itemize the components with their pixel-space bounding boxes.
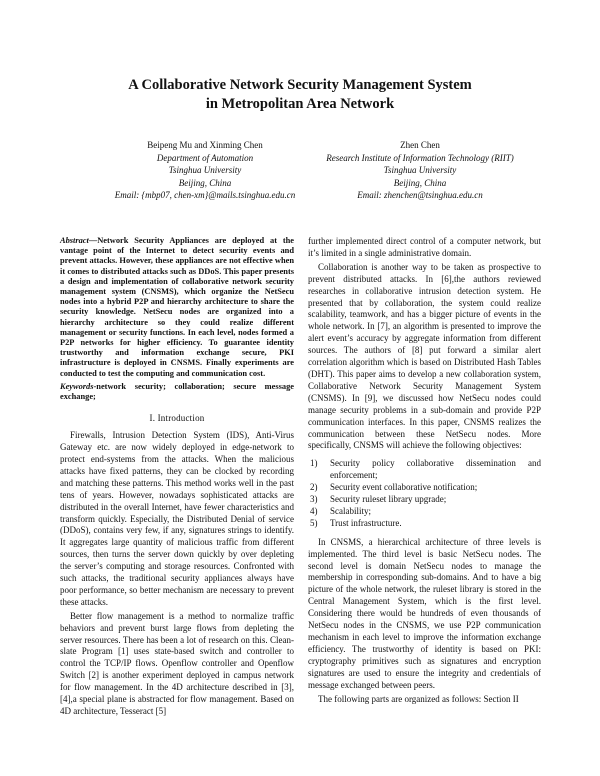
list-number: 2) <box>310 482 318 493</box>
architecture-paragraph: In CNSMS, a hierarchical architecture of three levels is implemented. The third level is basic NetSecu nodes. The second level is domain NetSecu nodes to manage the membership in corresponding sub-domains. And to have a big picture of the whole network, the ruleset library is stored in the Central Management System, which is the first level. Considering there would be hundreds of even thousands of NetSecu nodes in the CNSMS, we use P2P communication mechanism in each level to improve the information exchange efficiency. The trustworthy of identity is based on PKI: cryptography primitives such as signatures and encryption signatures are used to ensure the integrity and credentials of message exchanged between peers. <box>308 536 541 690</box>
list-number: 4) <box>310 505 318 516</box>
list-item <box>308 482 541 494</box>
list-text: Trust infrastructure. <box>330 517 402 528</box>
title-line-2: in Metropolitan Area Network <box>205 96 395 112</box>
author-department: Research Institute of Information Technology (RIIT) <box>326 152 514 163</box>
abstract <box>60 236 294 379</box>
author-location: Beijing, China <box>393 177 447 188</box>
author-university: Tsinghua University <box>168 165 242 176</box>
list-item <box>308 518 541 530</box>
list-number: 3) <box>310 494 318 505</box>
keywords <box>60 382 294 402</box>
list-item <box>308 458 541 482</box>
right-column <box>308 236 541 705</box>
list-item <box>308 506 541 518</box>
abstract-text: —Network Security Appliances are deployed at the vantage point of the Internet to detect security events and prevent attacks. However, these appliances are not effective when it comes to distributed attacks such as DDoS. This paper presents a design and implementation of collaborative network security management system (CNSMS), which organize the NetSecu nodes into a hybrid P2P and hierarchy architecture to share the security knowledge. NetSecu nodes are organized into a hierarchy architecture so they could realize different management or security functions. In each level, nodes formed a P2P networks for higher efficiency. To guarantee identity trustworthy and information exchange secure, PKI infrastructure is deployed in CNSMS. Finally experiments are conducted to test the computing and communication cost. <box>60 236 294 378</box>
author-names: Zhen Chen <box>400 140 440 150</box>
list-text: Security event collaborative notification; <box>330 482 478 493</box>
author-university: Tsinghua University <box>383 165 457 176</box>
author-block-2 <box>300 139 540 202</box>
list-number: 5) <box>310 517 318 528</box>
keywords-lead: Keywords <box>60 381 94 391</box>
intro-paragraph-1: Firewalls, Intrusion Detection System (IDS), Anti-Virus Gateway etc. are now widely deployed in edge-network to protect end-systems from the attacks. When the malicious attacks have fixed patterns, they can be clocked by recording and matching these patterns. This method works well in the past tens of years. However, nowadays sophisticated attacks are distributed in the overall Internet, have fewer characteristics and transform quickly. Especially, the Distributed Denial of service (DDoS), contains very few, if any, signatures strings to identify. It aggregates large quantity of malicious traffic from different sources, then turns the server down quickly by over depleting the server’s computing and storage resources. Confronted with such attacks, the traditional security appliances always have poor performance, so better mechanism are necessary to prevent these attacks. <box>60 430 294 607</box>
section-heading-introduction: I. Introduction <box>149 413 205 424</box>
author-names: Beipeng Mu and Xinming Chen <box>147 140 263 150</box>
left-column <box>60 236 294 718</box>
abstract-lead: Abstract <box>60 236 89 245</box>
organization-paragraph: The following parts are organized as follows: Section II <box>318 693 519 704</box>
author-location: Beijing, China <box>178 177 232 188</box>
keywords-text: -network security; collaboration; secure message exchange; <box>60 381 294 402</box>
author-block-1 <box>95 139 315 202</box>
intro-paragraph-2: Better flow management is a method to normalize traffic behaviors and prevent burst large flows from depleting the server resources. There has been a lot of research on this. Clean-slate Program [1] uses state-based switch and controller to control the TCP/IP flows. Openflow controller and Openflow Switch [2] is another experiment deployed in campus network for flow management. In the 4D architecture described in [3], [4],a special plane is abstracted for flow management. Based on 4D architecture, Tesseract [5] <box>60 610 294 716</box>
list-text: Security ruleset library upgrade; <box>330 494 447 505</box>
list-text: Security policy collaborative dissemination and enforcement; <box>330 458 541 481</box>
title-line-1: A Collaborative Network Security Management System <box>128 77 472 93</box>
author-email: Email: {mbp07, chen-xm}@mails.tsinghua.edu.cn <box>114 190 296 201</box>
author-department: Department of Automation <box>156 152 254 163</box>
collaboration-paragraph: Collaboration is another way to be taken as prospective to prevent distributed attacks. In [6],the authors reviewed researches in collaborative intrusion detection system. He presented that by collaboration, the system could realize scalability, teamwork, and has a bigger picture of events in the whole network. In [7], an algorithm is presented to improve the alert event’s accuracy by aggregate information from different sources. The authors of [8] put forward a similar alert correlation algorithm which is based on Distributed Hash Tables (DHT). This paper aims to develop a new collaboration system, Collaborative Network Security Management System (CNSMS). In [9], we discussed how NetSecu nodes could manage security problems in a sub-domain and provide P2P communication interfaces. In this paper, CNSMS realizes the communication between these NetSecu nodes. More specifically, CNSMS will achieve the following objectives: <box>308 261 541 451</box>
paper-title <box>60 76 540 114</box>
continued-paragraph: further implemented direct control of a computer network, but it’s limited in a single administrative domain. <box>308 236 541 258</box>
list-number: 1) <box>310 458 318 469</box>
list-item <box>308 494 541 506</box>
list-text: Scalability; <box>330 505 371 516</box>
objectives-list <box>308 458 541 529</box>
author-email: Email: zhenchen@tsinghua.edu.cn <box>357 190 483 201</box>
